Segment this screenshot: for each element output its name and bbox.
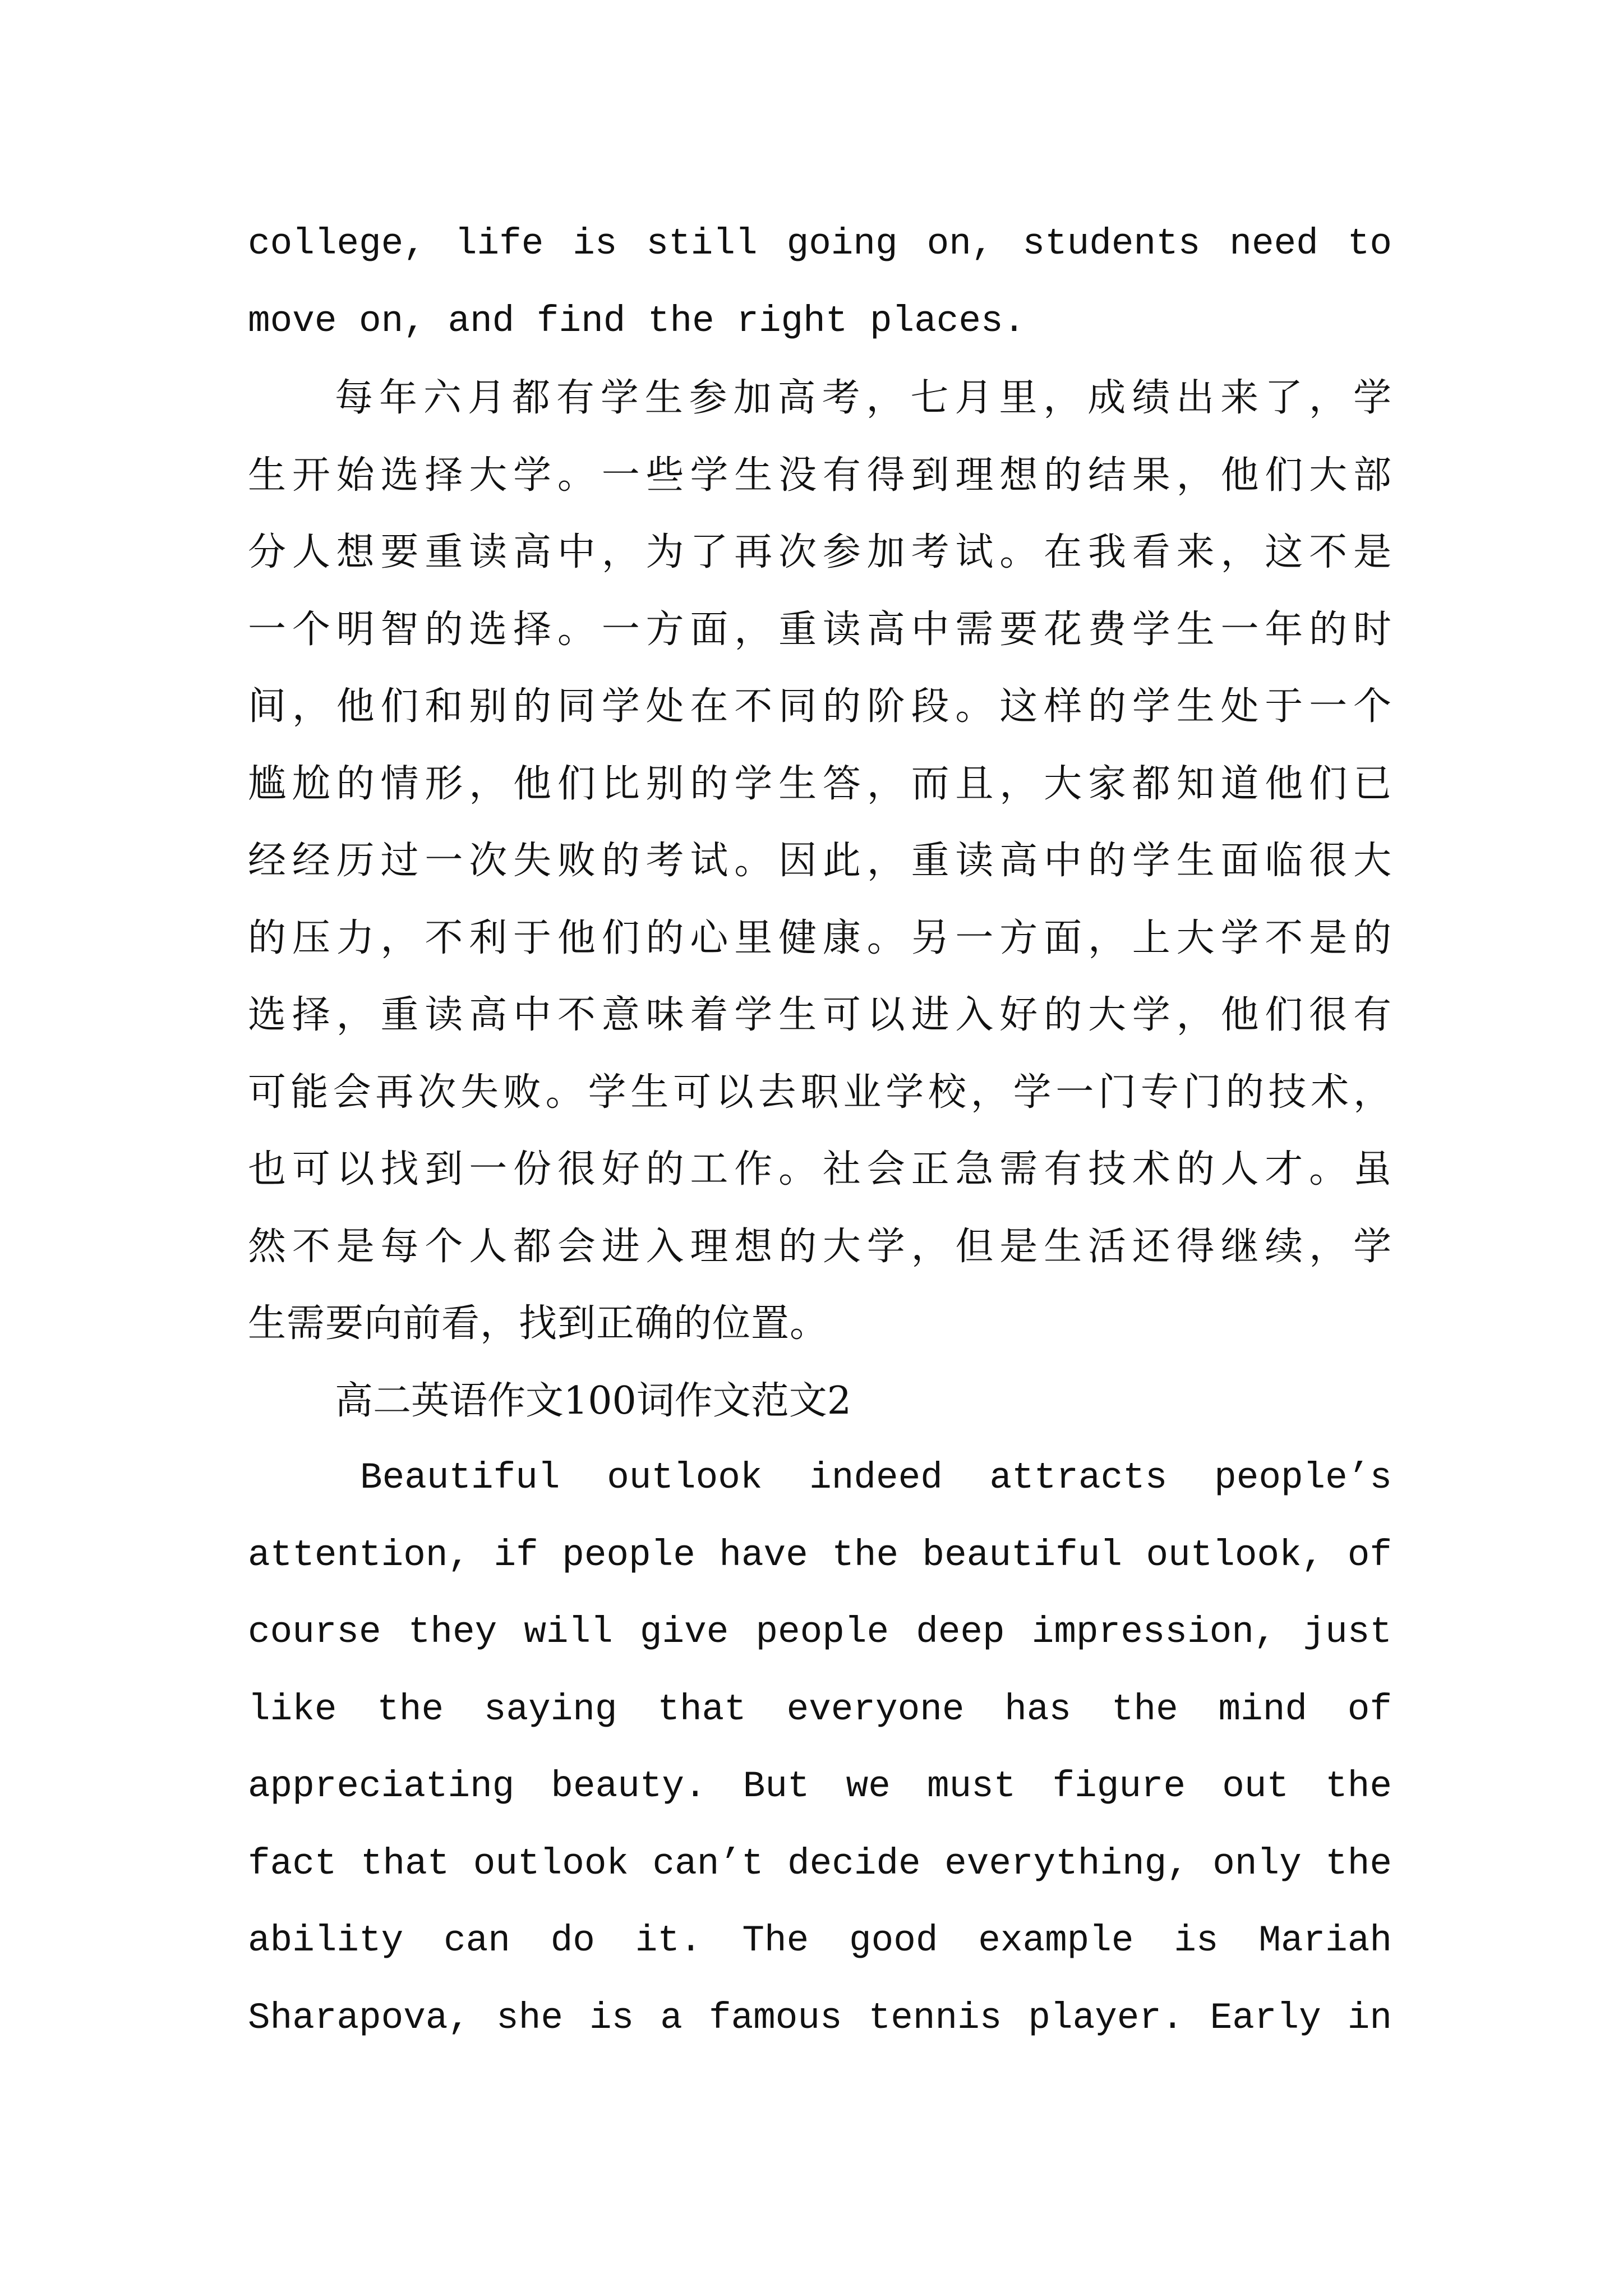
text-line: fact that outlook can’t decide everything, only the bbox=[248, 1842, 1392, 1885]
text-line: Sharapova, she is a famous tennis player. Early in bbox=[248, 1996, 1392, 2039]
document-body bbox=[248, 205, 1392, 2056]
text-line: ability can do it. The good example is Mariah bbox=[248, 1920, 1392, 1962]
text-line: 每年六月都有学生参加高考，七月里，成绩出来了，学 bbox=[335, 376, 1392, 420]
text-line: Beautiful outlook indeed attracts people’s bbox=[360, 1457, 1392, 1499]
text-line: appreciating beauty. But we must figure out the bbox=[248, 1765, 1392, 1807]
text-line: 尴尬的情形，他们比别的学生答，而且，大家都知道他们已 bbox=[248, 761, 1392, 806]
text-line: college, life is still going on, students need to bbox=[248, 223, 1392, 265]
text-line: move on, and find the right places. bbox=[248, 300, 1026, 342]
text-line: 的压力，不利于他们的心里健康。另一方面，上大学不是的 bbox=[248, 915, 1392, 960]
text-line: like the saying that everyone has the mind of bbox=[248, 1688, 1392, 1731]
text-line: 经经历过一次失败的考试。因此，重读高中的学生面临很大 bbox=[248, 839, 1392, 883]
text-line: 也可以找到一份很好的工作。社会正急需有技术的人才。虽 bbox=[248, 1147, 1392, 1191]
text-line: 然不是每个人都会进入理想的大学，但是生活还得继续，学 bbox=[248, 1224, 1392, 1269]
text-line: attention, if people have the beautiful outlook, of bbox=[248, 1534, 1392, 1576]
text-line: 生开始选择大学。一些学生没有得到理想的结果，他们大部 bbox=[248, 453, 1392, 498]
section-heading: 高二英语作文100词作文范文2 bbox=[335, 1378, 852, 1423]
text-line: 间，他们和别的同学处在不同的阶段。这样的学生处于一个 bbox=[248, 684, 1392, 729]
text-line: 选择，重读高中不意味着学生可以进入好的大学，他们很有 bbox=[248, 993, 1392, 1037]
text-line: course they will give people deep impression, just bbox=[248, 1611, 1392, 1653]
text-line: 可能会再次失败。学生可以去职业学校，学一门专门的技术， bbox=[248, 1070, 1392, 1115]
text-line: 分人想要重读高中，为了再次参加考试。在我看来，这不是 bbox=[248, 530, 1392, 574]
text-line: 一个明智的选择。一方面，重读高中需要花费学生一年的时 bbox=[248, 607, 1392, 652]
text-line: 生需要向前看，找到正确的位置。 bbox=[248, 1301, 829, 1346]
